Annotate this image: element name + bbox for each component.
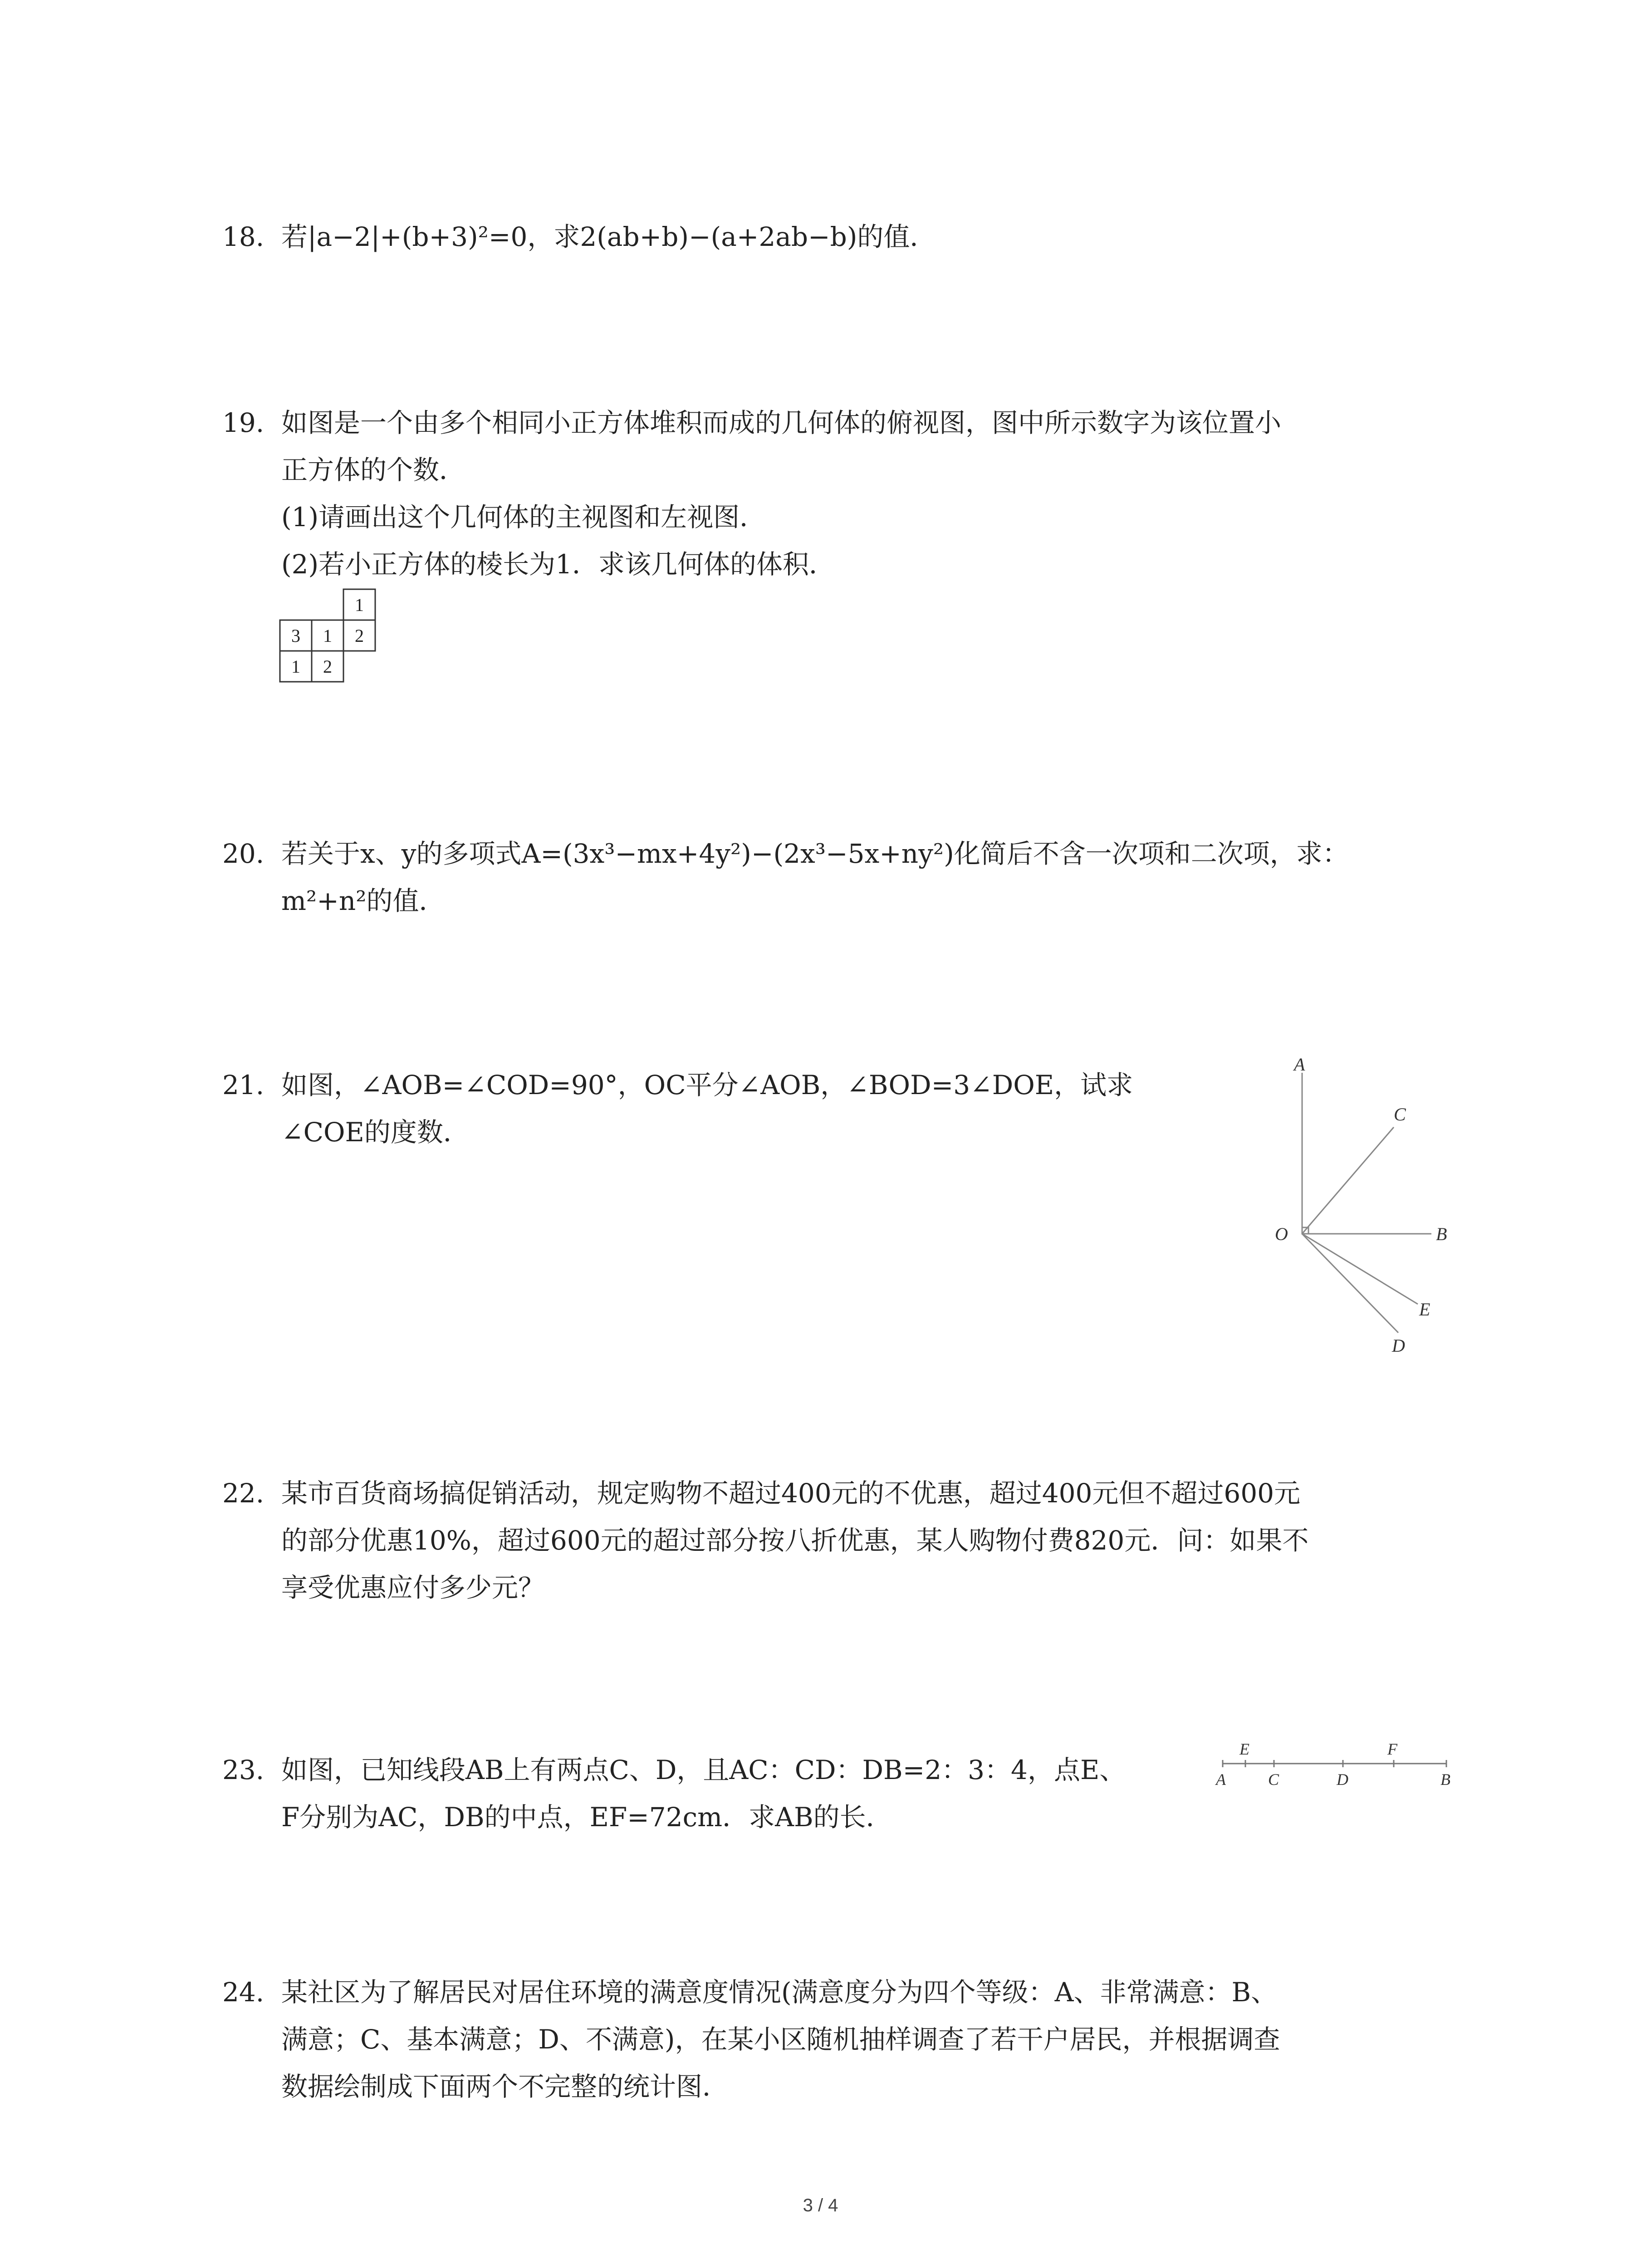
- angle-figure: [1266, 1052, 1470, 1361]
- point-label-o: O: [1275, 1224, 1288, 1244]
- point-label-a: A: [1294, 1054, 1305, 1075]
- point-label-c: C: [1268, 1770, 1279, 1789]
- question-text: 如图，已知线段AB上有两点C、D，且AC：CD：DB=2：3：4，点E、: [281, 1755, 1126, 1785]
- point-label-d: D: [1337, 1770, 1348, 1789]
- ray-oc: [1302, 1127, 1394, 1234]
- question-22: [222, 1470, 1308, 1611]
- point-label-a: A: [1216, 1770, 1226, 1789]
- point-label-d: D: [1392, 1335, 1405, 1356]
- question-number: 24.: [222, 1977, 265, 2008]
- question-text: F分别为AC，DB的中点，EF=72cm．求AB的长．: [281, 1802, 892, 1833]
- question-text: 满意；C、基本满意；D、不满意)，在某小区随机抽样调查了若干户居民，并根据调查: [281, 2024, 1280, 2055]
- question-text: m²+n²的值．: [281, 885, 446, 916]
- grid-number: 1: [291, 656, 300, 677]
- question-19: [222, 399, 1281, 588]
- point-label-b: B: [1436, 1224, 1447, 1244]
- point-label-e: E: [1419, 1299, 1430, 1320]
- question-20: [222, 830, 1349, 924]
- grid-number: 2: [323, 656, 332, 677]
- question-number: 22.: [222, 1478, 265, 1509]
- grid-number: 2: [355, 626, 364, 646]
- grid-number: 3: [291, 626, 300, 646]
- point-label-f: F: [1387, 1740, 1397, 1758]
- question-text: 正方体的个数．: [281, 455, 466, 485]
- question-text: 某社区为了解居民对居住环境的满意度情况(满意度分为四个等级：A、非常满意：B、: [281, 1977, 1278, 2008]
- question-text: 若|a−2|+(b+3)²=0，求2(ab+b)−(a+2ab−b)的值．: [281, 221, 936, 252]
- question-number: 20.: [222, 838, 265, 869]
- point-label-b: B: [1440, 1770, 1450, 1789]
- question-text: ∠COE的度数．: [281, 1117, 470, 1148]
- point-label-e: E: [1239, 1740, 1249, 1758]
- question-text: 某市百货商场搞促销活动，规定购物不超过400元的不优惠，超过400元但不超过600元: [281, 1478, 1301, 1509]
- question-number: 23.: [222, 1755, 265, 1785]
- question-24: [222, 1969, 1280, 2110]
- segment-figure: [1207, 1737, 1465, 1792]
- page-number: 3 / 4: [803, 2195, 838, 2215]
- question-text: 的部分优惠10%，超过600元的超过部分按八折优惠，某人购物付费820元．问：如果不: [281, 1525, 1309, 1556]
- question-text: 如图，∠AOB=∠COD=90°，OC平分∠AOB，∠BOD=3∠DOE，试求: [281, 1070, 1133, 1100]
- question-text: 享受优惠应付多少元？: [281, 1572, 545, 1603]
- question-subpart-1: (1)请画出这个几何体的主视图和左视图．: [281, 502, 766, 533]
- question-text: 若关于x、y的多项式A=(3x³−mx+4y²)−(2x³−5x+ny²)化简后不含一次项和二次项，求：: [281, 838, 1349, 869]
- question-subpart-2: (2)若小正方体的棱长为1．求该几何体的体积．: [281, 549, 836, 580]
- question-21: [222, 1061, 1133, 1156]
- question-number: 19.: [222, 407, 265, 438]
- grid-number: 1: [323, 626, 332, 646]
- question-23: [222, 1746, 1126, 1841]
- grid-number: 1: [355, 595, 364, 615]
- question-number: 21.: [222, 1070, 265, 1100]
- top-view-grid-figure: [279, 587, 383, 685]
- question-18: [222, 213, 936, 260]
- question-number: 18.: [222, 221, 265, 252]
- question-text: 数据绘制成下面两个不完整的统计图．: [281, 2071, 729, 2102]
- point-label-c: C: [1394, 1104, 1406, 1124]
- question-text: 如图是一个由多个相同小正方体堆积而成的几何体的俯视图，图中所示数字为该位置小: [281, 407, 1282, 438]
